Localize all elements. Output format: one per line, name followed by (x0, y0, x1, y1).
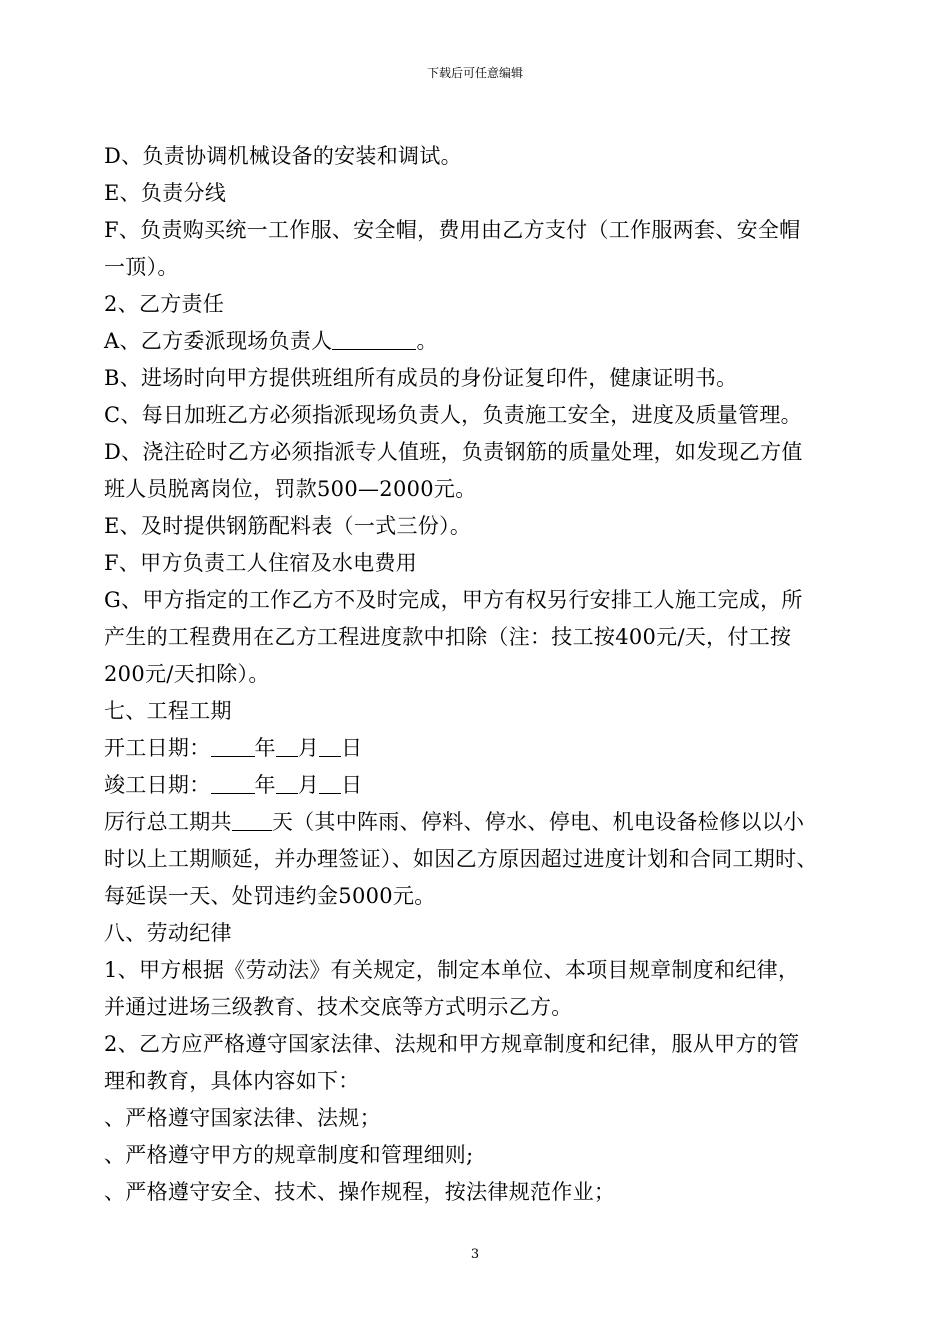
start-date-line (104, 730, 849, 767)
text-line: 理和教育，具体内容如下： (104, 1069, 360, 1093)
text-segment: 年 (254, 736, 276, 760)
list-item: 、严格遵守甲方的规章制度和管理细则; (104, 1143, 474, 1167)
text-line: C、每日加班乙方必须指派现场负责人，负责施工安全，进度及质量管理。 (104, 403, 802, 427)
text-line: F、甲方负责工人住宿及水电费用 (104, 551, 418, 575)
fill-in-blank (232, 806, 272, 831)
text-segment: A、乙方委派现场负责人 (104, 329, 333, 353)
text-line: E、负责分线 (104, 181, 227, 205)
text-line: 每延误一天、处罚违约金5000元。 (104, 884, 436, 908)
text-line: F、负责购买统一工作服、安全帽，费用由乙方支付（工作服两套、安全帽 (104, 218, 801, 242)
text-line: 一顶）。 (104, 255, 179, 279)
document-body (104, 138, 849, 1211)
text-segment: 月 (297, 773, 320, 797)
text-line: 2、乙方应严格遵守国家法律、法规和甲方规章制度和纪律，服从甲方的管 (104, 1032, 800, 1056)
text-line-with-blank (104, 323, 849, 360)
text-line: D、负责协调机械设备的安装和调试。 (104, 144, 462, 168)
fill-in-blank (276, 769, 298, 794)
text-line: 2、乙方责任 (104, 292, 225, 316)
fill-in-blank (211, 732, 255, 757)
fill-in-blank (319, 769, 341, 794)
text-segment: 。 (416, 329, 438, 353)
list-item: 、严格遵守国家法律、法规； (104, 1106, 381, 1130)
text-segment: 天（其中阵雨、停料、停水、停电、机电设备检修以以小 (271, 810, 805, 834)
fill-in-blank (332, 325, 416, 350)
text-line: G、甲方指定的工作乙方不及时完成，甲方有权另行安排工人施工完成，所 (104, 588, 803, 612)
text-line: 并通过进场三级教育、技术交底等方式明示乙方。 (104, 995, 573, 1019)
section-heading: 八、劳动纪律 (104, 921, 232, 945)
text-segment: 竣工日期： (104, 773, 211, 797)
text-segment: 年 (254, 773, 276, 797)
text-line: D、浇注砼时乙方必须指派专人值班，负责钢筋的质量处理，如发现乙方值 (104, 440, 803, 464)
end-date-line (104, 767, 849, 804)
text-line: 时以上工期顺延，并办理签证）、如因乙方原因超过进度计划和合同工期时、 (104, 847, 818, 871)
text-line: E、及时提供钢筋配料表（一式三份）。 (104, 514, 472, 538)
text-line: 200元/天扣除）。 (104, 662, 270, 686)
page-header: 下载后可任意编辑 (426, 66, 523, 80)
text-segment: 日 (341, 736, 363, 760)
page-number: 3 (470, 1247, 480, 1262)
text-segment: 日 (341, 773, 363, 797)
section-heading: 七、工程工期 (104, 699, 232, 723)
list-item: 、严格遵守安全、技术、操作规程，按法律规范作业； (104, 1180, 616, 1204)
fill-in-blank (211, 769, 255, 794)
text-line: 产生的工程费用在乙方工程进度款中扣除（注：技工按400元/天，付工按 (104, 625, 792, 649)
text-segment: 开工日期： (104, 736, 211, 760)
text-segment: 月 (297, 736, 320, 760)
text-line: 班人员脱离岗位，罚款500—2000元。 (104, 477, 477, 501)
fill-in-blank (276, 732, 298, 757)
fill-in-blank (319, 732, 341, 757)
text-line-with-blank (104, 804, 849, 841)
text-line: 1、甲方根据《劳动法》有关规定，制定本单位、本项目规章制度和纪律， (104, 958, 800, 982)
text-line: B、进场时向甲方提供班组所有成员的身份证复印件，健康证明书。 (104, 366, 738, 390)
text-segment: 厉行总工期共 (104, 810, 232, 834)
